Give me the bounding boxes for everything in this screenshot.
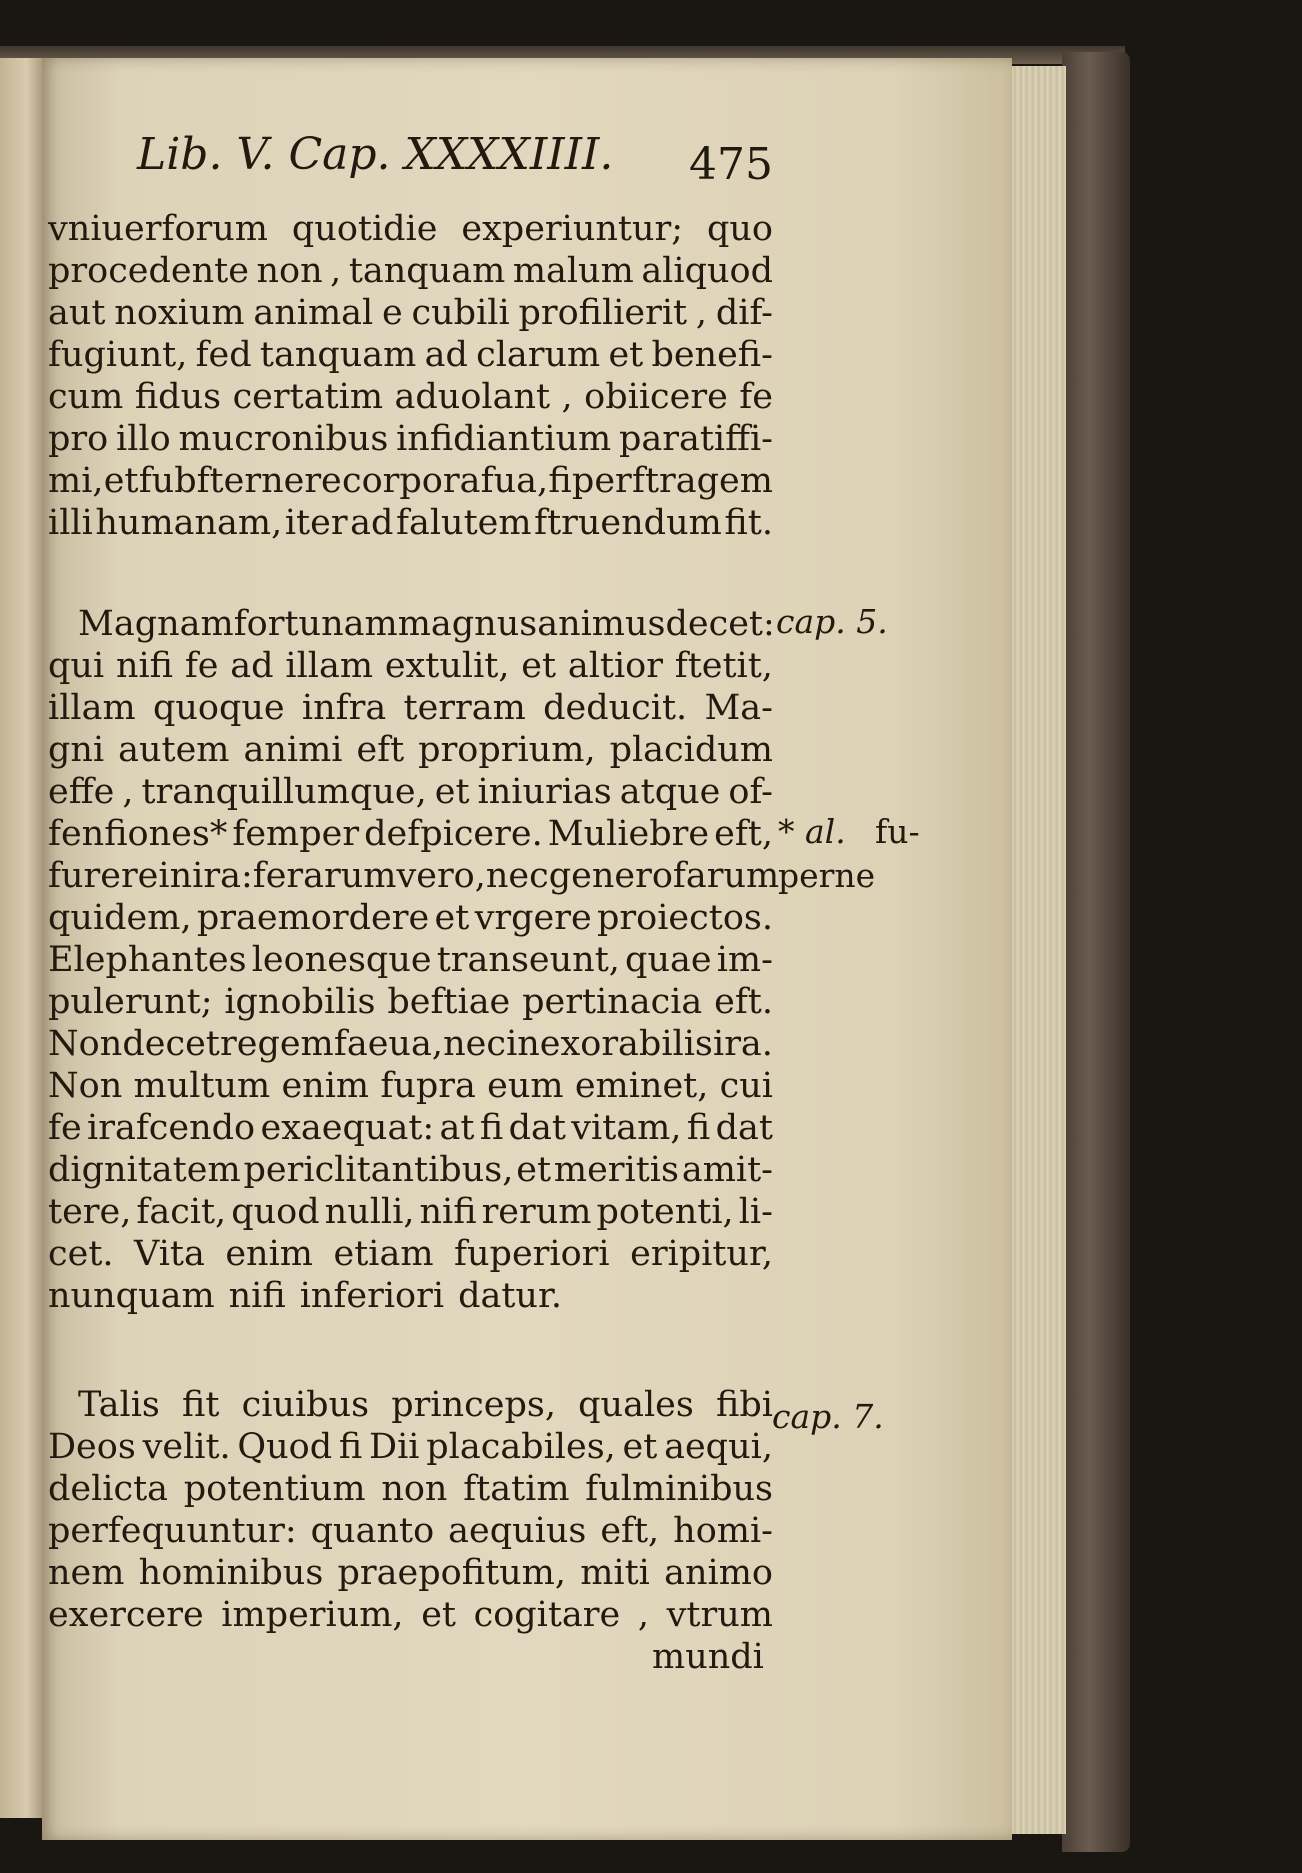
book-cover-edge <box>1062 52 1130 1852</box>
word: illo <box>116 419 171 459</box>
word: ftragem <box>631 461 773 501</box>
word: , <box>695 293 708 333</box>
word: nifi <box>419 1192 477 1232</box>
word: obiicere <box>584 377 728 417</box>
word: aequius <box>448 1511 587 1551</box>
word: dignitatem <box>48 1150 241 1190</box>
word: experiuntur; <box>461 209 684 249</box>
word: cum <box>48 377 124 417</box>
word: tanquam <box>259 335 417 375</box>
text-line <box>48 604 775 644</box>
word: benefi- <box>651 335 773 375</box>
text-line <box>48 461 773 501</box>
text-line <box>48 1024 773 1064</box>
word: praepofitum, <box>337 1553 566 1593</box>
text-line <box>48 1150 773 1190</box>
word: nifi <box>228 1276 286 1316</box>
text-line <box>48 1427 773 1467</box>
word: mucronibus <box>178 419 389 459</box>
word: exaequat: <box>260 1108 435 1148</box>
word: placabiles, <box>426 1427 616 1467</box>
word: fe <box>48 1108 82 1148</box>
word: : <box>240 856 253 896</box>
word: ignobilis <box>224 982 376 1022</box>
running-title: Lib. V. Cap. XXXXIIII. <box>137 129 614 180</box>
word: qui <box>48 646 105 686</box>
word: Muliebre <box>547 814 710 854</box>
margin-note-al-word-2: perne <box>778 856 876 895</box>
word: tere, <box>48 1192 132 1232</box>
word: aduolant <box>394 377 551 417</box>
word: eminet, <box>574 1066 709 1106</box>
word: aliquod <box>641 251 773 291</box>
word: fubfternere <box>138 461 342 501</box>
word: , <box>637 1595 650 1635</box>
word: , <box>122 772 134 812</box>
word: illi <box>48 503 93 543</box>
word: cogitare <box>473 1595 621 1635</box>
word: ferarum <box>252 856 397 896</box>
text-line <box>48 503 773 543</box>
word: animus <box>537 604 666 644</box>
word: vtrum <box>666 1595 773 1635</box>
word: fed <box>195 335 252 375</box>
word: nec <box>443 1024 506 1064</box>
word: Non <box>48 1066 123 1106</box>
word: profilierit <box>518 293 688 333</box>
text-line <box>48 209 773 249</box>
margin-note-cap-5: cap. 5. <box>776 602 888 641</box>
word: nec <box>485 856 549 896</box>
word: eum <box>487 1066 564 1106</box>
word: quanto <box>310 1511 435 1551</box>
word: Dii <box>369 1427 420 1467</box>
word: quales <box>578 1385 694 1425</box>
text-line <box>48 251 773 291</box>
word: ira <box>192 856 241 896</box>
page-number: 475 <box>689 139 773 190</box>
word: proprium, <box>418 730 596 770</box>
word: Quod <box>237 1427 333 1467</box>
word: periclitantibus, <box>243 1150 514 1190</box>
word: animi <box>243 730 343 770</box>
word: infidiantium <box>396 419 612 459</box>
word: eft. <box>714 982 773 1022</box>
word: et <box>516 1150 552 1190</box>
word: ftruendum <box>534 503 722 543</box>
text-line <box>48 1192 773 1232</box>
word: transeunt, <box>436 940 620 980</box>
word: effe <box>48 772 115 812</box>
word: animal <box>253 293 374 333</box>
word: iter <box>284 503 348 543</box>
text-line <box>48 1276 773 1316</box>
word: paratiffi- <box>618 419 773 459</box>
word: autem <box>118 730 230 770</box>
word: vitam, <box>571 1108 682 1148</box>
word: , <box>561 377 573 417</box>
catchword: mundi <box>652 1637 764 1677</box>
text-line <box>48 335 773 375</box>
word: fibi <box>716 1385 773 1425</box>
word: furere <box>48 856 159 896</box>
word: defpicere. <box>364 814 543 854</box>
word: eft, <box>600 1511 660 1551</box>
word: pulerunt; <box>48 982 213 1022</box>
word: vniuerforum <box>48 209 268 249</box>
word: Deos <box>48 1427 136 1467</box>
word: fi <box>686 1108 711 1148</box>
word: falutem <box>396 503 532 543</box>
word: enim <box>281 1066 370 1106</box>
word: leonesque <box>251 940 432 980</box>
word: infra <box>301 688 387 728</box>
word: illam <box>285 646 374 686</box>
word: et <box>521 646 557 686</box>
word: imperium, <box>221 1595 404 1635</box>
text-line <box>48 1511 773 1551</box>
text-line <box>48 856 780 896</box>
word: et <box>434 898 470 938</box>
word: et <box>434 772 470 812</box>
text-line <box>48 772 773 812</box>
text-line <box>48 814 773 854</box>
word: e <box>382 293 403 333</box>
word: fe <box>184 646 219 686</box>
word: fi <box>338 1427 363 1467</box>
word: placidum <box>609 730 773 770</box>
word: et <box>421 1595 456 1635</box>
word: tranquillumque, <box>141 772 427 812</box>
word: potenti, <box>596 1192 734 1232</box>
word: fuperiori <box>454 1234 610 1274</box>
word: faeua, <box>333 1024 443 1064</box>
facing-page-edge <box>0 58 46 1818</box>
word: et <box>622 1427 658 1467</box>
margin-note-cap-7: cap. 7. <box>772 1397 884 1436</box>
word: ad <box>230 646 274 686</box>
word: at <box>439 1108 475 1148</box>
word: hominibus <box>138 1553 324 1593</box>
word: of- <box>728 772 773 812</box>
word: beftiae <box>387 982 511 1022</box>
text-line <box>48 1234 773 1274</box>
word: velit. <box>142 1427 231 1467</box>
word: im- <box>716 940 773 980</box>
text-line <box>48 1553 773 1593</box>
word: nunquam <box>48 1276 215 1316</box>
text-line <box>48 377 773 417</box>
word: Non <box>48 1024 123 1064</box>
word: Talis <box>78 1385 160 1425</box>
word: aut <box>48 293 106 333</box>
word: ad <box>350 503 394 543</box>
word: quoque <box>152 688 285 728</box>
word: fidus <box>134 377 222 417</box>
word: vero, <box>396 856 486 896</box>
word: li- <box>738 1192 773 1232</box>
word: pro <box>48 419 109 459</box>
word: eft <box>356 730 405 770</box>
word: animo <box>664 1553 773 1593</box>
word: cet. <box>48 1234 114 1274</box>
word: ftatim <box>463 1469 570 1509</box>
word: pertinacia <box>522 982 703 1022</box>
word: ftetit, <box>674 646 773 686</box>
word: gni <box>48 730 105 770</box>
page-edges <box>1005 66 1066 1834</box>
word: cui <box>719 1066 773 1106</box>
margin-note-al-label: * al. <box>778 812 846 851</box>
word: quod <box>231 1192 320 1232</box>
word: quidem, <box>48 898 192 938</box>
word: decet: <box>665 604 775 644</box>
word: fit <box>182 1385 220 1425</box>
word: humanam, <box>95 503 283 543</box>
text-line <box>48 940 773 980</box>
word: irafcendo <box>87 1108 256 1148</box>
word: cubili <box>411 293 510 333</box>
word: corpora <box>341 461 481 501</box>
word: quotidie <box>291 209 438 249</box>
word: eft, <box>714 814 773 854</box>
word: Vita <box>134 1234 205 1274</box>
word: proiectos. <box>597 898 773 938</box>
word: non <box>381 1469 448 1509</box>
word: nem <box>48 1553 125 1593</box>
word: miti <box>580 1553 650 1593</box>
word: rerum <box>481 1192 592 1232</box>
word: terram <box>403 688 526 728</box>
word: atque <box>619 772 721 812</box>
text-line <box>48 898 773 938</box>
word: potentium <box>183 1469 366 1509</box>
word: princeps, <box>391 1385 556 1425</box>
word: multum <box>133 1066 271 1106</box>
text-line <box>48 730 773 770</box>
word: etiam <box>333 1234 434 1274</box>
word: mi, <box>48 461 104 501</box>
word: Magnam <box>78 604 234 644</box>
text-line <box>48 1595 773 1635</box>
word: aequi, <box>664 1427 773 1467</box>
word: ciuibus <box>241 1385 370 1425</box>
text-line <box>48 1108 773 1148</box>
word: perfequuntur: <box>48 1511 297 1551</box>
margin-note-al-word-1: fu- <box>875 812 920 851</box>
text-line <box>48 1469 773 1509</box>
word: clarum <box>476 335 601 375</box>
word: meritis <box>553 1150 679 1190</box>
word: quae <box>625 940 712 980</box>
word: delicta <box>48 1469 169 1509</box>
word: ad <box>424 335 468 375</box>
word: certatim <box>232 377 384 417</box>
text-line <box>48 293 773 333</box>
word: vrgere <box>474 898 592 938</box>
word: fupra <box>380 1066 476 1106</box>
word: altior <box>567 646 663 686</box>
word: fulminibus <box>585 1469 773 1509</box>
word: fua, <box>480 461 549 501</box>
text-line <box>48 419 773 459</box>
word: procedente <box>48 251 249 291</box>
text-line <box>48 982 773 1022</box>
word: inferiori <box>299 1276 445 1316</box>
word: eripitur, <box>630 1234 773 1274</box>
word: non <box>256 251 323 291</box>
word: generofarum <box>548 856 780 896</box>
word: , <box>330 251 342 291</box>
word: et <box>608 335 644 375</box>
word: magnus <box>397 604 538 644</box>
word: decet <box>122 1024 220 1064</box>
word: facit, <box>136 1192 227 1232</box>
word: dat <box>715 1108 773 1148</box>
text-line <box>48 646 773 686</box>
word: exercere <box>48 1595 204 1635</box>
word: datur. <box>458 1276 562 1316</box>
word: fenfiones* <box>48 814 228 854</box>
word: fi <box>479 1108 504 1148</box>
word: Elephantes <box>48 940 247 980</box>
word: iniurias <box>477 772 612 812</box>
word: ira. <box>713 1024 773 1064</box>
word: femper <box>232 814 360 854</box>
word: fe <box>739 377 773 417</box>
word: praemordere <box>196 898 430 938</box>
word: tanquam <box>348 251 506 291</box>
word: noxium <box>114 293 245 333</box>
word: amit- <box>681 1150 773 1190</box>
word: nulli, <box>324 1192 415 1232</box>
word: fortunam <box>233 604 398 644</box>
word: fi <box>548 461 572 501</box>
text-line <box>48 1385 773 1425</box>
text-line <box>48 688 773 728</box>
word: dat <box>508 1108 566 1148</box>
word: quo <box>706 209 773 249</box>
word: fugiunt, <box>48 335 188 375</box>
word: in <box>158 856 193 896</box>
word: Ma- <box>704 688 773 728</box>
word: enim <box>225 1234 313 1274</box>
word: extulit, <box>384 646 510 686</box>
word: et <box>103 461 139 501</box>
word: inexorabilis <box>506 1024 713 1064</box>
word: illam <box>48 688 136 728</box>
word: deducit. <box>543 688 688 728</box>
word: dif- <box>715 293 773 333</box>
word: malum <box>512 251 634 291</box>
word: fit. <box>724 503 773 543</box>
text-line <box>48 1066 773 1106</box>
word: per <box>571 461 632 501</box>
word: nifi <box>115 646 174 686</box>
word: regem <box>220 1024 334 1064</box>
word: homi- <box>673 1511 773 1551</box>
